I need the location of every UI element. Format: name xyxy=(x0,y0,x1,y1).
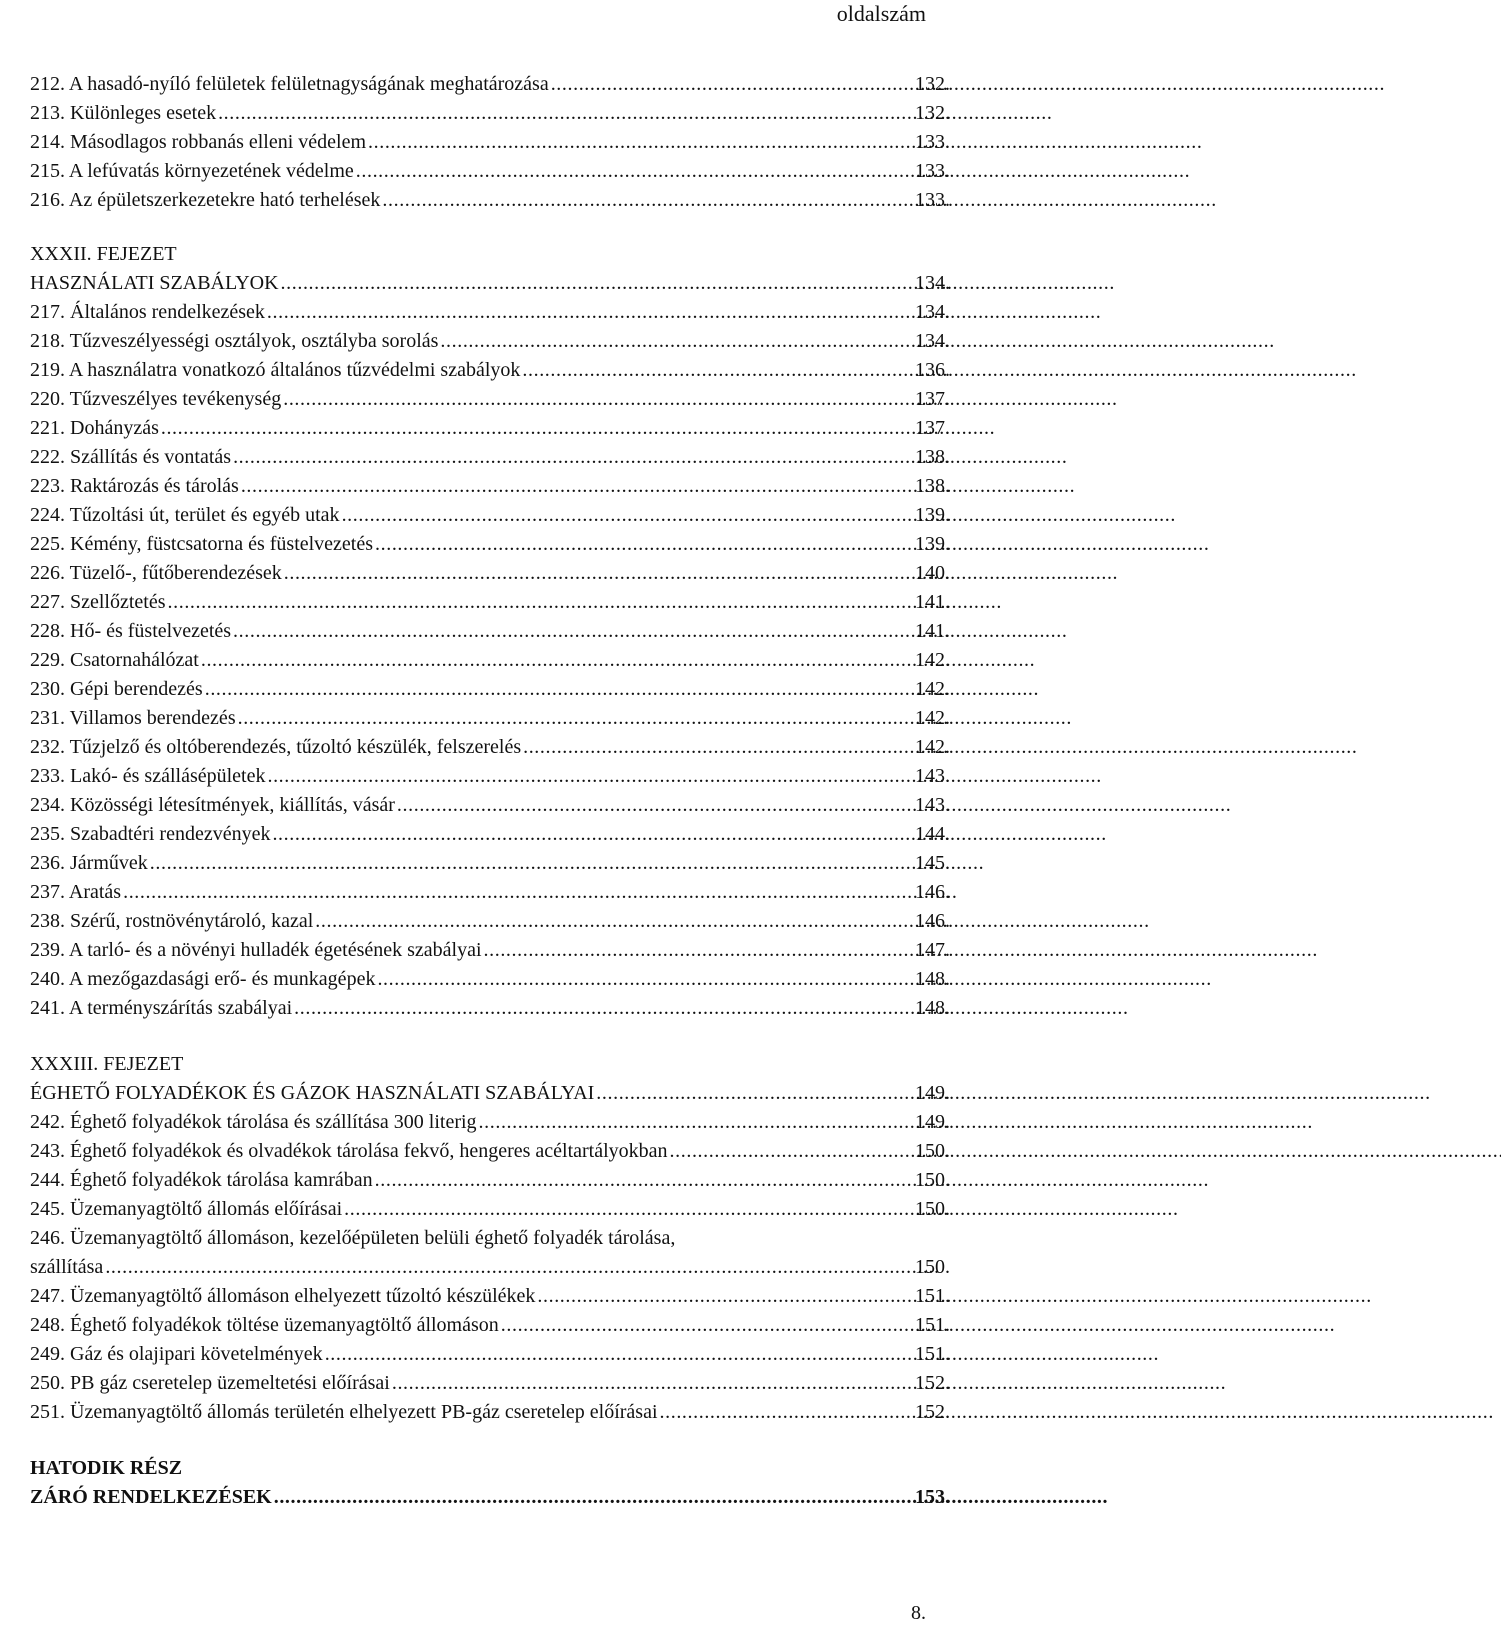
page-number: 8. xyxy=(911,1602,926,1624)
toc-entry[interactable]: 238. Szérű, rostnövénytároló, kazal . . . 146. xyxy=(0,907,960,936)
toc-entry[interactable]: 236. Járművek . . . 145. xyxy=(0,849,960,878)
dot-leader xyxy=(522,356,911,385)
toc-entry[interactable]: 226. Tüzelő-, fűtőberendezések . . . 140. xyxy=(0,559,960,588)
toc-entry[interactable]: 216. Az épületszerkezetekre ható terhelések . . . 133. xyxy=(0,186,960,215)
toc-entry[interactable]: 227. Szellőztetés . . . 141. xyxy=(0,588,960,617)
dot-leader xyxy=(205,675,911,704)
dot-leader xyxy=(670,1137,911,1166)
chapter-title-entry[interactable]: HASZNÁLATI SZABÁLYOK . . . 134. xyxy=(0,269,960,298)
toc-entry[interactable]: 237. Aratás . . . 146. xyxy=(0,878,960,907)
toc-entry[interactable]: 245. Üzemanyagtöltő állomás előírásai . . . 150. xyxy=(0,1195,960,1224)
toc-entry[interactable]: 218. Tűzveszélyességi osztályok, osztályba sorolás . . . 134. xyxy=(0,327,960,356)
toc-entry[interactable]: 233. Lakó- és szállásépületek . . . 143. xyxy=(0,762,960,791)
table-of-contents xyxy=(0,70,960,1512)
toc-entry[interactable]: 232. Tűzjelző és oltóberendezés, tűzoltó készülék, felszerelés . . . 142. xyxy=(0,733,960,762)
toc-entry[interactable]: 244. Éghető folyadékok tárolása kamrában . . . 150. xyxy=(0,1166,960,1195)
dot-leader xyxy=(281,269,911,298)
chapter-title-entry[interactable]: ÉGHETŐ FOLYADÉKOK ÉS GÁZOK HASZNÁLATI SZABÁLYAI . . . 149. xyxy=(0,1079,960,1108)
dot-leader xyxy=(283,385,911,414)
dot-leader xyxy=(392,1369,911,1398)
dot-leader xyxy=(375,1166,911,1195)
page-header-label: oldalszám xyxy=(836,1,926,26)
dot-leader xyxy=(375,530,911,559)
toc-entry[interactable]: 219. A használatra vonatkozó általános tűzvédelmi szabályok . . . 136. xyxy=(0,356,960,385)
dot-leader xyxy=(551,70,911,99)
chapter-heading: XXXIII. FEJEZET xyxy=(30,1053,184,1075)
toc-entry[interactable]: 229. Csatornahálózat . . . 142. xyxy=(0,646,960,675)
dot-leader xyxy=(272,820,911,849)
toc-entry[interactable]: 249. Gáz és olajipari követelmények . . . 151. xyxy=(0,1340,960,1369)
dot-leader xyxy=(368,128,911,157)
part-heading: HATODIK RÉSZ xyxy=(30,1457,183,1479)
dot-leader xyxy=(168,588,911,617)
dot-leader xyxy=(218,99,911,128)
toc-entry[interactable]: 241. A terményszárítás szabályai . . . 148. xyxy=(0,994,960,1023)
dot-leader xyxy=(377,965,911,994)
toc-entry[interactable]: 243. Éghető folyadékok és olvadékok tárolása fekvő, hengeres acéltartályokban . . . 150. xyxy=(0,1137,960,1166)
toc-entry[interactable]: 235. Szabadtéri rendezvények . . . 144. xyxy=(0,820,960,849)
part-title-entry[interactable]: ZÁRÓ RENDELKEZÉSEK . . . 153. xyxy=(0,1483,960,1512)
toc-entry[interactable]: 222. Szállítás és vontatás . . . 138. xyxy=(0,443,960,472)
toc-entry[interactable]: 225. Kémény, füstcsatorna és füstelvezetés . . . 139. xyxy=(0,530,960,559)
toc-entry[interactable]: 215. A lefúvatás környezetének védelme . . . 133. xyxy=(0,157,960,186)
toc-entry-wrapped[interactable]: szállítása . . . 150. xyxy=(0,1253,960,1282)
toc-entry[interactable]: 230. Gépi berendezés . . . 142. xyxy=(0,675,960,704)
dot-leader xyxy=(201,646,911,675)
toc-entry[interactable]: 228. Hő- és füstelvezetés . . . 141. xyxy=(0,617,960,646)
toc-entry[interactable]: 213. Különleges esetek . . . 132. xyxy=(0,99,960,128)
toc-entry-wrapped-line[interactable]: 246. Üzemanyagtöltő állomáson, kezelőépületen belüli éghető folyadék tárolása, xyxy=(30,1227,676,1249)
dot-leader xyxy=(123,878,911,907)
toc-entry[interactable]: 212. A hasadó-nyíló felületek felületnagyságának meghatározása . . . 132. xyxy=(0,70,960,99)
dot-leader xyxy=(342,501,911,530)
dot-leader xyxy=(596,1079,911,1108)
dot-leader xyxy=(315,907,911,936)
dot-leader xyxy=(238,704,911,733)
toc-entry[interactable]: 231. Villamos berendezés . . . 142. xyxy=(0,704,960,733)
toc-entry[interactable]: 251. Üzemanyagtöltő állomás területén elhelyezett PB-gáz cseretelep előírásai . . . 152. xyxy=(0,1398,960,1427)
dot-leader xyxy=(660,1398,911,1427)
dot-leader xyxy=(501,1311,911,1340)
dot-leader xyxy=(484,936,911,965)
toc-entry[interactable]: 217. Általános rendelkezések . . . 134. xyxy=(0,298,960,327)
toc-entry[interactable]: 214. Másodlagos robbanás elleni védelem . . . 133. xyxy=(0,128,960,157)
dot-leader xyxy=(284,559,911,588)
dot-leader xyxy=(267,762,911,791)
dot-leader xyxy=(344,1195,911,1224)
dot-leader xyxy=(382,186,911,215)
toc-entry[interactable]: 248. Éghető folyadékok töltése üzemanyagtöltő állomáson . . . 151. xyxy=(0,1311,960,1340)
dot-leader xyxy=(105,1253,911,1282)
dot-leader xyxy=(241,472,911,501)
toc-entry[interactable]: 223. Raktározás és tárolás . . . 138. xyxy=(0,472,960,501)
toc-entry[interactable]: 239. A tarló- és a növényi hulladék égetésének szabályai . . . 147. xyxy=(0,936,960,965)
chapter-heading: XXXII. FEJEZET xyxy=(30,243,177,265)
dot-leader xyxy=(161,414,911,443)
dot-leader xyxy=(356,157,911,186)
toc-entry[interactable]: 221. Dohányzás . . . 137. xyxy=(0,414,960,443)
dot-leader xyxy=(294,994,911,1023)
toc-entry[interactable]: 220. Tűzveszélyes tevékenység . . . 137. xyxy=(0,385,960,414)
dot-leader xyxy=(523,733,911,762)
dot-leader xyxy=(267,298,911,327)
dot-leader xyxy=(440,327,911,356)
dot-leader xyxy=(233,617,911,646)
toc-entry[interactable]: 242. Éghető folyadékok tárolása és szállítása 300 literig . . . 149. xyxy=(0,1108,960,1137)
dot-leader xyxy=(150,849,911,878)
dot-leader xyxy=(397,791,911,820)
toc-entry[interactable]: 224. Tűzoltási út, terület és egyéb utak . . . 139. xyxy=(0,501,960,530)
dot-leader xyxy=(325,1340,911,1369)
dot-leader xyxy=(274,1483,911,1512)
dot-leader xyxy=(479,1108,911,1137)
toc-entry[interactable]: 234. Közösségi létesítmények, kiállítás, vásár . . . 143. xyxy=(0,791,960,820)
toc-entry[interactable]: 247. Üzemanyagtöltő állomáson elhelyezett tűzoltó készülékek . . . 151. xyxy=(0,1282,960,1311)
dot-leader xyxy=(233,443,911,472)
toc-entry[interactable]: 250. PB gáz cseretelep üzemeltetési előírásai . . . 152. xyxy=(0,1369,960,1398)
toc-entry[interactable]: 240. A mezőgazdasági erő- és munkagépek . . . 148. xyxy=(0,965,960,994)
dot-leader xyxy=(537,1282,911,1311)
